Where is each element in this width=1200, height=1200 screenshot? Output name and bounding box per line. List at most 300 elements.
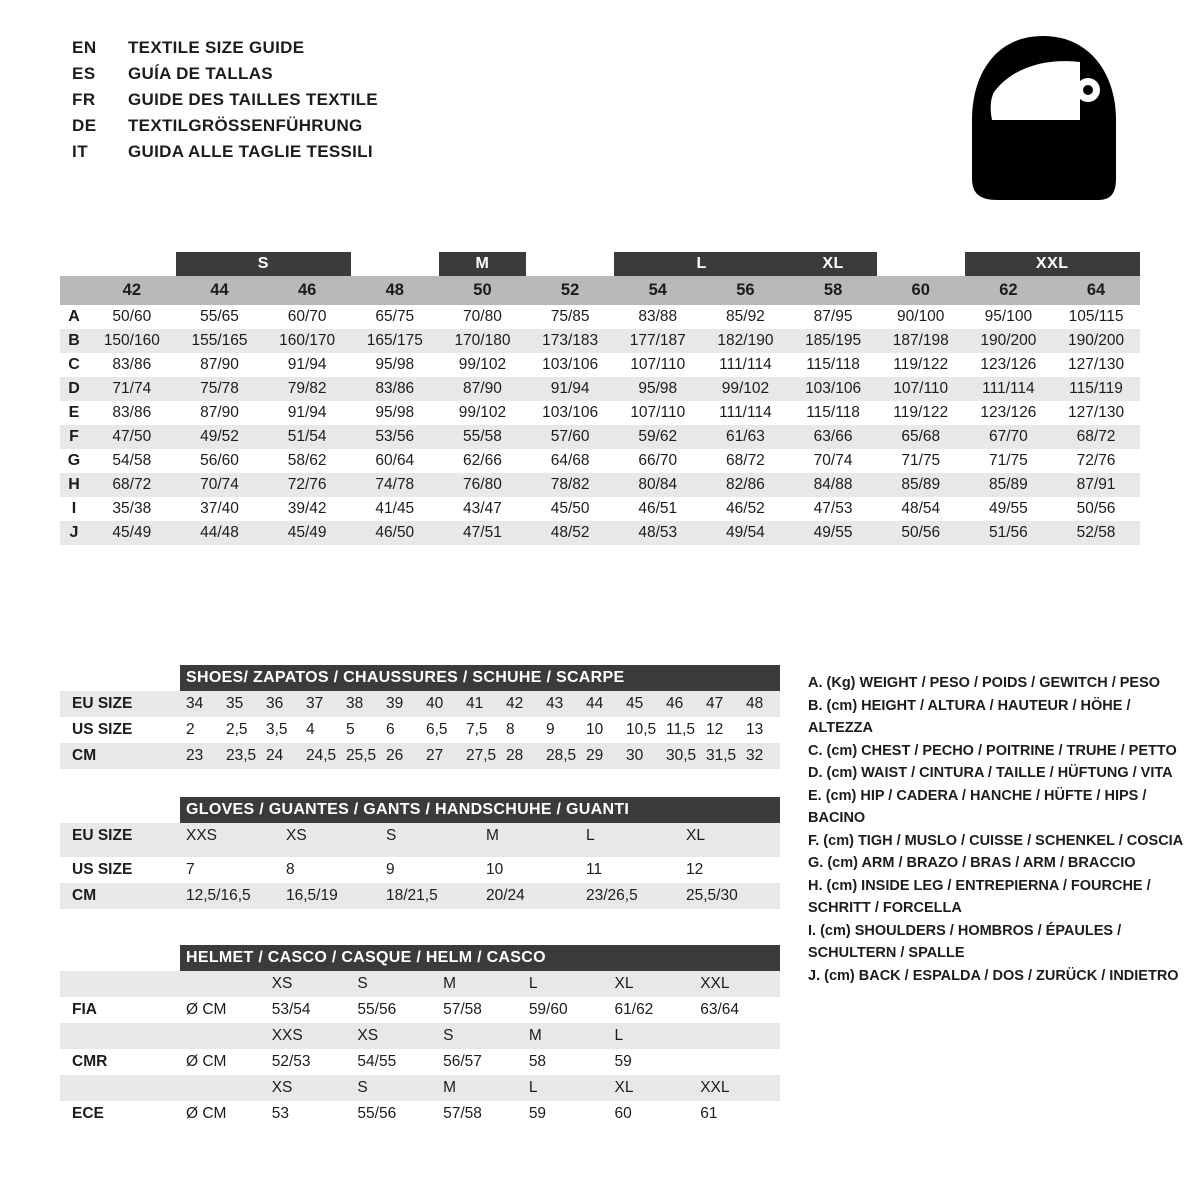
cell: 74/78 [375,476,415,493]
cell: 48 [746,695,764,712]
cell: 50/56 [901,524,941,541]
cell: 82/86 [726,476,765,493]
language-text-it: GUIDA ALLE TAGLIE TESSILI [128,142,373,161]
size-header-50: 50 [439,276,527,305]
cell: 42 [506,695,524,712]
cell [180,1023,266,1049]
cell: L [528,1079,538,1096]
cell: 87/90 [463,380,502,397]
cell [694,1049,780,1075]
cell: 53 [271,1105,289,1122]
language-text-es: GUÍA DE TALLAS [128,64,273,83]
shoes-us-row [60,717,780,743]
cell: 12 [686,861,704,878]
cell: 75/85 [550,308,590,325]
size-header-64: 64 [1052,276,1140,305]
cell: 3,5 [266,721,288,738]
gloves-us-row [60,857,780,883]
cell: 71/75 [901,452,941,469]
cell: 47/53 [813,500,853,517]
cell: 32 [746,747,764,764]
cell: 70/74 [813,452,853,469]
cell: 28 [506,747,524,764]
cell: 40 [426,695,444,712]
cell: 59 [528,1105,547,1122]
cell: S [357,975,368,992]
cell: 190/200 [1068,332,1125,349]
cell: XS [357,1027,379,1044]
cell: 61/63 [726,428,765,445]
cell: M [443,975,457,992]
cell: 83/86 [375,380,415,397]
cell: 43 [546,695,564,712]
cell: 65/68 [901,428,941,445]
cell: 37 [306,695,324,712]
cell: 71/74 [112,380,152,397]
row-label-i: I [71,500,77,517]
textile-size-table [60,252,1140,545]
row-label-f: F [69,428,79,445]
cell: 55/56 [357,1001,397,1018]
cell: 24 [266,747,284,764]
cell: 71/75 [988,452,1028,469]
size-header-58: 58 [789,276,877,305]
cell: 6,5 [426,721,448,738]
shoes-eu-label: EU SIZE [72,695,133,712]
table-row [60,449,1140,473]
cell: 160/170 [279,332,336,349]
cell: 27,5 [466,747,497,764]
legend-item-b: B. (cm) HEIGHT / ALTURA / HAUTEUR / HÖHE / ALTEZZA [808,697,1131,736]
cell: 49/55 [988,500,1028,517]
cell: 56/60 [200,452,239,469]
shoes-table [60,665,780,769]
cmr-row [60,1049,780,1075]
cell: 59/62 [638,428,678,445]
cell: 119/122 [893,404,949,421]
cell: 55/65 [200,308,239,325]
cell: 87/90 [200,404,239,421]
cell: 68/72 [112,476,152,493]
cell: 56/57 [443,1053,482,1070]
cell: 29 [586,747,604,764]
cell: 41/45 [375,500,415,517]
cell: 50/56 [1076,500,1116,517]
fia-size-row [60,971,780,997]
cell: 38 [346,695,364,712]
language-row-it [72,142,378,168]
cell: 27 [426,747,444,764]
cell: 70/74 [200,476,239,493]
cell: 190/200 [980,332,1037,349]
row-label-e: E [68,404,80,421]
cell: XS [271,1079,293,1096]
language-code-es: ES [72,64,96,83]
ece-size-row [60,1075,780,1101]
legend-item-e: E. (cm) HIP / CADERA / HANCHE / HÜFTE / HIPS / BACINO [808,787,1147,826]
cell: 48/54 [901,500,941,517]
cell: M [528,1027,542,1044]
cell: 12,5/16,5 [186,887,251,904]
language-code-it: IT [72,142,89,161]
helmet-title-row [60,945,780,971]
language-text-fr: GUIDE DES TAILLES TEXTILE [128,90,378,109]
cell: 185/195 [805,332,862,349]
cell: 47/50 [112,428,152,445]
legend-item-d: D. (cm) WAIST / CINTURA / TAILLE / HÜFTUNG / VITA [808,765,1173,781]
cell: 95/98 [638,380,678,397]
cell: M [486,827,499,844]
cell: 43/47 [463,500,502,517]
row-label-c: C [68,356,80,373]
cell [694,1023,780,1049]
cell: 4 [306,721,315,738]
cell: 49/55 [813,524,853,541]
cell: 35/38 [112,500,152,517]
cell: 5 [346,721,355,738]
cell: 127/130 [1068,356,1125,373]
table-row [60,329,1140,353]
cell: 25,5 [346,747,377,764]
gloves-cm-row [60,883,780,909]
group-cell-xl: XL [789,252,877,276]
cell: XL [614,1079,634,1096]
cell: 8 [506,721,515,738]
cell: 52/53 [271,1053,311,1070]
language-code-de: DE [72,116,97,135]
cell: 26 [386,747,404,764]
cell [580,849,680,857]
size-header-62: 62 [965,276,1053,305]
cell: 7 [186,861,195,878]
table-row [60,305,1140,329]
cell: 46 [666,695,684,712]
cell: 59 [614,1053,632,1070]
language-code-fr: FR [72,90,96,109]
cell: 72/76 [287,476,327,493]
cmr-label: CMR [72,1053,108,1070]
shoes-eu-row [60,691,780,717]
cell: 55/56 [357,1105,397,1122]
cell: 48/52 [550,524,590,541]
cell: XXS [271,1027,303,1044]
cell: 51/54 [287,428,327,445]
cell: XS [286,827,307,844]
cell: 45/49 [287,524,327,541]
cell: 6 [386,721,395,738]
table-row [60,473,1140,497]
cell: 37/40 [200,500,239,517]
gloves-sizes-label: EU SIZE [72,827,133,844]
cell: 87/95 [813,308,853,325]
gloves-eu-label [60,849,180,857]
cell: 55/58 [463,428,502,445]
cell: 52/58 [1076,524,1116,541]
cell: 103/106 [542,404,599,421]
cell: XL [686,827,705,844]
row-label-j: J [69,524,79,541]
cell: 107/110 [630,404,686,421]
cell: 60 [614,1105,632,1122]
cell: S [443,1027,454,1044]
cell: 44 [586,695,604,712]
cell: 45/50 [550,500,590,517]
helmet-title: HELMET / CASCO / CASQUE / HELM / CASCO [180,945,780,971]
cell: 83/86 [112,356,152,373]
cell: 11,5 [666,721,696,738]
cell: 107/110 [893,380,949,397]
cell: XXS [186,827,218,844]
cell: 95/100 [984,308,1033,325]
cell: 23/26,5 [586,887,638,904]
language-code-en: EN [72,38,97,57]
cell: 115/119 [1069,380,1123,397]
row-label-b: B [68,332,80,349]
cell: 87/91 [1076,476,1116,493]
gloves-eu-row [60,849,780,857]
cell: L [586,827,595,844]
cell: 23,5 [226,747,257,764]
cell: 31,5 [706,747,737,764]
cell: 10 [586,721,604,738]
cell: 85/89 [901,476,941,493]
fia-unit: Ø CM [186,1001,227,1018]
cell: 91/94 [287,404,327,421]
cell: 150/160 [103,332,160,349]
gloves-size-row [60,823,780,849]
cell: 85/92 [726,308,765,325]
cell: 36 [266,695,284,712]
cmr-unit: Ø CM [186,1053,227,1070]
cell: 173/183 [542,332,599,349]
legend-item-j: J. (cm) BACK / ESPALDA / DOS / ZURÜCK / INDIETRO [808,967,1179,984]
group-cell-8 [877,252,965,276]
cell: 48/53 [638,524,678,541]
cell: 50/60 [112,308,152,325]
cell: 115/118 [806,404,860,421]
helmet-icon [958,28,1128,208]
legend-item-a: A. (Kg) WEIGHT / PESO / POIDS / GEWITCH / PESO [808,675,1161,691]
cell: 46/50 [375,524,415,541]
cell: 95/98 [375,404,415,421]
cell: 111/114 [719,356,772,373]
cell: 99/102 [721,380,770,397]
gloves-cm-label: CM [72,887,97,904]
cell: 75/78 [200,380,239,397]
cell: 95/98 [375,356,415,373]
size-header-row [60,276,1140,305]
size-header-60: 60 [877,276,965,305]
cell: 103/106 [805,380,862,397]
row-label-h: H [68,476,80,493]
cell: 63/66 [813,428,853,445]
size-header-54: 54 [614,276,702,305]
legend-item-h: H. (cm) INSIDE LEG / ENTREPIERNA / FOURCHE / SCHRITT / FORCELLA [808,877,1151,916]
table-row [60,521,1140,545]
cell: 10 [486,861,504,878]
shoes-title: SHOES/ ZAPATOS / CHAUSSURES / SCHUHE / SCARPE [180,665,780,691]
cell: 68/72 [1076,428,1116,445]
group-cell-0 [88,252,176,276]
cell [180,971,266,997]
cell: 83/88 [638,308,678,325]
cell: 80/84 [638,476,678,493]
cmr-size-row [60,1023,780,1049]
cell: 63/64 [700,1001,740,1018]
table-row [60,425,1140,449]
cell: 8 [286,861,295,878]
cell: 91/94 [550,380,590,397]
cell: 103/106 [542,356,599,373]
cell: 119/122 [893,356,949,373]
ece-unit: Ø CM [186,1105,227,1122]
cell: 39 [386,695,404,712]
cell: 72/76 [1076,452,1116,469]
cell: 54/58 [112,452,152,469]
cell: 7,5 [466,721,488,738]
cell: 70/80 [463,308,502,325]
language-row-de [72,116,378,142]
group-cell-m: M [439,252,527,276]
cell: 10,5 [626,721,657,738]
cell: S [386,827,397,844]
language-title-list [72,38,378,168]
cell: 62/66 [463,452,502,469]
shoes-title-row [60,665,780,691]
cell: 13 [746,721,764,738]
cell: 66/70 [638,452,678,469]
cell: 53/56 [375,428,415,445]
cell: S [357,1079,368,1096]
language-text-de: TEXTILGRÖSSENFÜHRUNG [128,116,363,135]
measurement-legend [808,672,1188,987]
cell: 107/110 [630,356,686,373]
cell: 78/82 [550,476,590,493]
cell: 53/54 [271,1001,311,1018]
cell: 35 [226,695,244,712]
ece-label: ECE [72,1105,104,1122]
cell: 177/187 [629,332,686,349]
size-header-48: 48 [351,276,439,305]
cell: 90/100 [897,308,945,325]
cell: 57/58 [443,1001,482,1018]
group-cell-xxl: XXL [965,252,1140,276]
cell: 155/165 [191,332,248,349]
cell: 127/130 [1068,404,1125,421]
gloves-title-row [60,797,780,823]
language-row-es [72,64,378,90]
cell [680,849,780,857]
cell: 2,5 [226,721,248,738]
cell: 11 [586,861,603,878]
table-row [60,377,1140,401]
gloves-us-label: US SIZE [72,861,133,878]
language-row-en [72,38,378,64]
ece-row [60,1101,780,1127]
cell: 39/42 [287,500,327,517]
cell [180,849,280,857]
ece-size-blank [60,1075,180,1101]
cell: 18/21,5 [386,887,438,904]
cell: 123/126 [980,404,1037,421]
size-header-52: 52 [526,276,614,305]
cell: 170/180 [454,332,511,349]
cell: L [614,1027,624,1044]
cell: 23 [186,747,204,764]
group-cell-4 [526,252,614,276]
cell: 59/60 [528,1001,568,1018]
cell: 64/68 [550,452,590,469]
cell: 45 [626,695,644,712]
cell: 45/49 [112,524,152,541]
cell: 91/94 [287,356,327,373]
cell: 123/126 [980,356,1037,373]
cell: 60/64 [375,452,415,469]
cell: XXL [700,1079,730,1096]
cell: 30,5 [666,747,697,764]
cell: 47/51 [463,524,502,541]
cell [380,849,480,857]
cell [480,849,580,857]
fia-row [60,997,780,1023]
cell: 41 [466,695,484,712]
gloves-table [60,797,780,909]
fia-label: FIA [72,1001,97,1018]
shoes-cm-row [60,743,780,769]
cell: 34 [186,695,204,712]
cell: 83/86 [112,404,152,421]
cell: 68/72 [726,452,765,469]
cell: 16,5/19 [286,887,338,904]
cell: M [443,1079,457,1096]
shoes-cm-label: CM [72,747,97,764]
language-row-fr [72,90,378,116]
cell: 85/89 [988,476,1028,493]
row-label-g: G [67,452,81,469]
legend-item-f: F. (cm) TIGH / MUSLO / CUISSE / SCHENKEL / COSCIA [808,832,1184,849]
cell: 76/80 [463,476,502,493]
cell: 57/60 [550,428,590,445]
cell: 79/82 [287,380,327,397]
legend-item-c: C. (cm) CHEST / PECHO / POITRINE / TRUHE / PETTO [808,742,1177,759]
cell: XXL [700,975,730,992]
cell: XS [271,975,293,992]
cell: 30 [626,747,644,764]
cell: 105/115 [1068,308,1124,325]
table-row [60,353,1140,377]
legend-item-g: G. (cm) ARM / BRAZO / BRAS / ARM / BRACCIO [808,855,1136,871]
fia-size-blank [60,971,180,997]
cell: 60/70 [287,308,327,325]
table-row [60,497,1140,521]
size-header-56: 56 [702,276,790,305]
row-label-d: D [68,380,80,397]
cell: XL [614,975,634,992]
cell: 58 [528,1053,547,1070]
cell: 61 [700,1105,718,1122]
cell: 28,5 [546,747,577,764]
group-cell-s: S [176,252,351,276]
cell: 65/75 [375,308,415,325]
group-header-row [60,252,1140,276]
size-header-42: 42 [88,276,176,305]
table-row [60,401,1140,425]
cell: 182/190 [717,332,774,349]
cell: 61/62 [614,1001,654,1018]
cell: 46/51 [638,500,678,517]
cell: 58/62 [287,452,327,469]
cell: 46/52 [726,500,765,517]
